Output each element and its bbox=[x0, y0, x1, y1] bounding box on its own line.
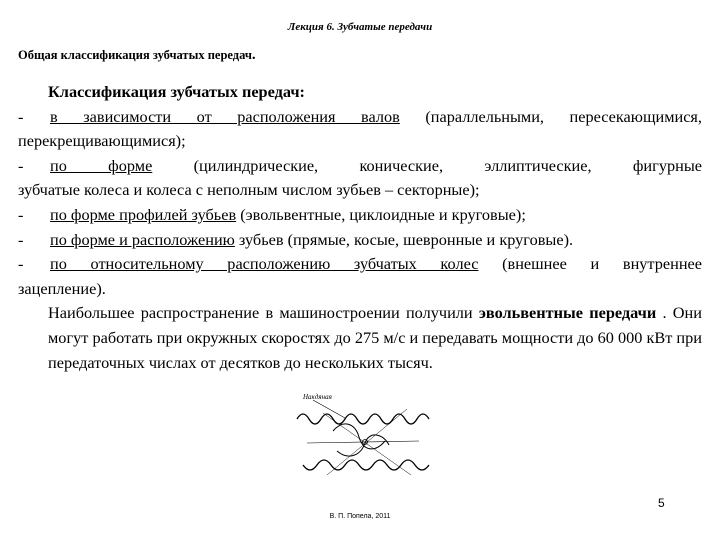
bullet-text bbox=[50, 252, 702, 277]
tooth-contact-curve bbox=[333, 424, 385, 449]
line-of-action-2 bbox=[327, 409, 407, 475]
bullet-underlined: по относительному расположению зубчатых колес bbox=[50, 254, 479, 274]
bullet-dash: - bbox=[18, 204, 24, 224]
bullet-item-3 bbox=[18, 203, 702, 228]
bullet-continuation: перекрещивающимися); bbox=[18, 131, 186, 151]
bullet-text bbox=[50, 154, 702, 179]
section-heading bbox=[18, 47, 256, 64]
bullet-rest: (параллельными, пересекающимися, bbox=[399, 106, 702, 126]
bullet-text bbox=[50, 105, 702, 130]
bullet-item-4 bbox=[18, 228, 702, 253]
bullet-dash: - bbox=[18, 254, 24, 274]
bullet-underlined: по форме профилей зубьев bbox=[50, 204, 237, 224]
paragraph-bold-word: эвольвентные bbox=[478, 303, 583, 323]
lecture-content bbox=[18, 80, 702, 375]
bullet-item-5 bbox=[18, 252, 702, 277]
bullet-dash: - bbox=[18, 106, 24, 126]
classification-title: Классификация зубчатых передач: bbox=[48, 82, 305, 101]
bullet-dash: - bbox=[18, 229, 24, 249]
bullet-item-2 bbox=[18, 154, 702, 179]
paragraph-bold-word: передачи bbox=[589, 303, 657, 323]
bullet-rest: (внешнее и внутреннее bbox=[478, 254, 702, 274]
bullet-rest: (эвольвентные, циклоидные и круговые); bbox=[236, 204, 526, 224]
involute-paragraph bbox=[18, 301, 702, 375]
bullet-underlined: по форме bbox=[50, 155, 153, 175]
bullet-text bbox=[50, 228, 702, 253]
bullet-dash: - bbox=[18, 155, 24, 175]
bullet-underlined: по форме и расположению bbox=[50, 229, 235, 249]
paragraph-text: Наибольшее распространение в машиностроении получили bbox=[48, 303, 479, 323]
section-heading-text: Общая классификация зубчатых передач bbox=[18, 48, 252, 62]
page-number: 5 bbox=[658, 496, 665, 510]
bullet-continuation: зубчатые колеса и колеса с неполным числом зубьев – секторные); bbox=[18, 180, 480, 200]
bullet-text bbox=[50, 203, 702, 228]
bullet-item-1 bbox=[18, 105, 702, 130]
section-heading-dot: . bbox=[251, 47, 256, 63]
bullet-continuation: зацепление). bbox=[18, 278, 106, 298]
paragraph-text: . Они могут работать при окружных скоростях до 275 м/с и передавать мощности до 60 000 кВт при передаточных числах от десятков до нескольких тысяч. bbox=[48, 303, 702, 372]
figure-label: Накдяная bbox=[303, 393, 332, 401]
upper-gear-profile bbox=[297, 414, 429, 424]
bullet-rest: (цилиндрические, конические, эллиптические, фигурные bbox=[152, 155, 702, 175]
slide-footer: В. П. Попела, 2011 bbox=[329, 513, 391, 520]
bullet-underlined: в зависимости от расположения валов bbox=[50, 106, 400, 126]
lecture-header: Лекция 6. Зубчатые передачи bbox=[287, 21, 433, 33]
lower-gear-profile bbox=[303, 460, 429, 470]
bullet-rest: зубьев (прямые, косые, шевронные и круговые). bbox=[234, 229, 574, 249]
gear-mesh-figure bbox=[283, 383, 443, 493]
